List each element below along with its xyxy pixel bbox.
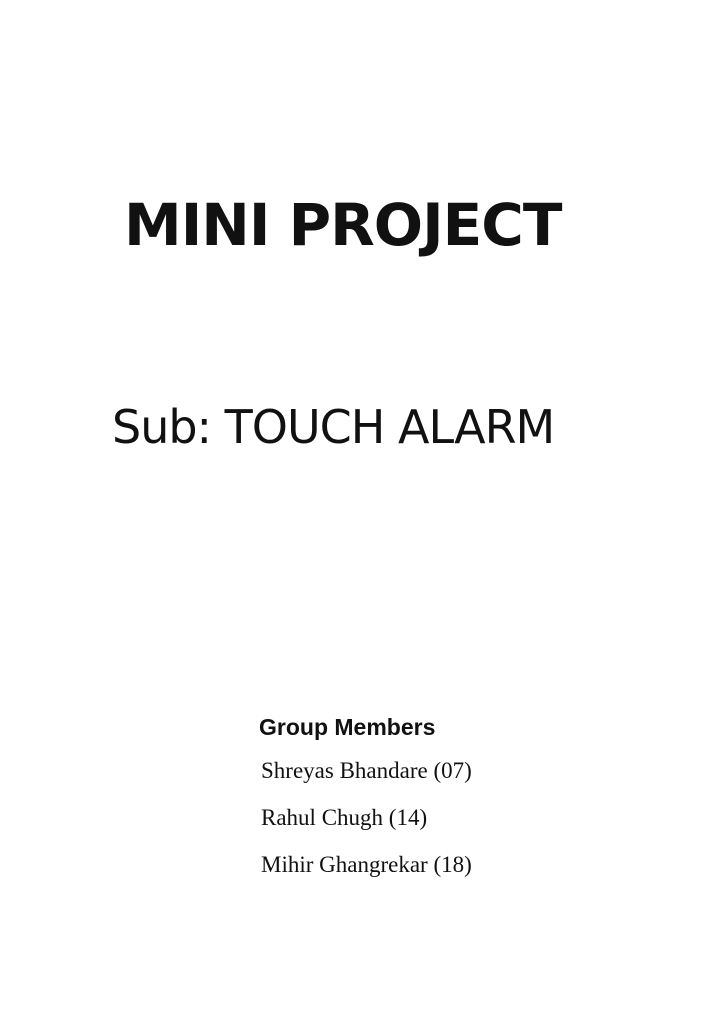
group-members-heading: Group Members bbox=[259, 714, 436, 740]
member-item: Shreyas Bhandare (07) bbox=[261, 758, 472, 783]
project-subject: Sub: TOUCH ALARM bbox=[112, 400, 555, 454]
member-item: Mihir Ghangrekar (18) bbox=[261, 852, 472, 877]
project-title: MINI PROJECT bbox=[124, 191, 562, 259]
member-item: Rahul Chugh (14) bbox=[261, 805, 428, 830]
group-members-section bbox=[259, 716, 472, 900]
